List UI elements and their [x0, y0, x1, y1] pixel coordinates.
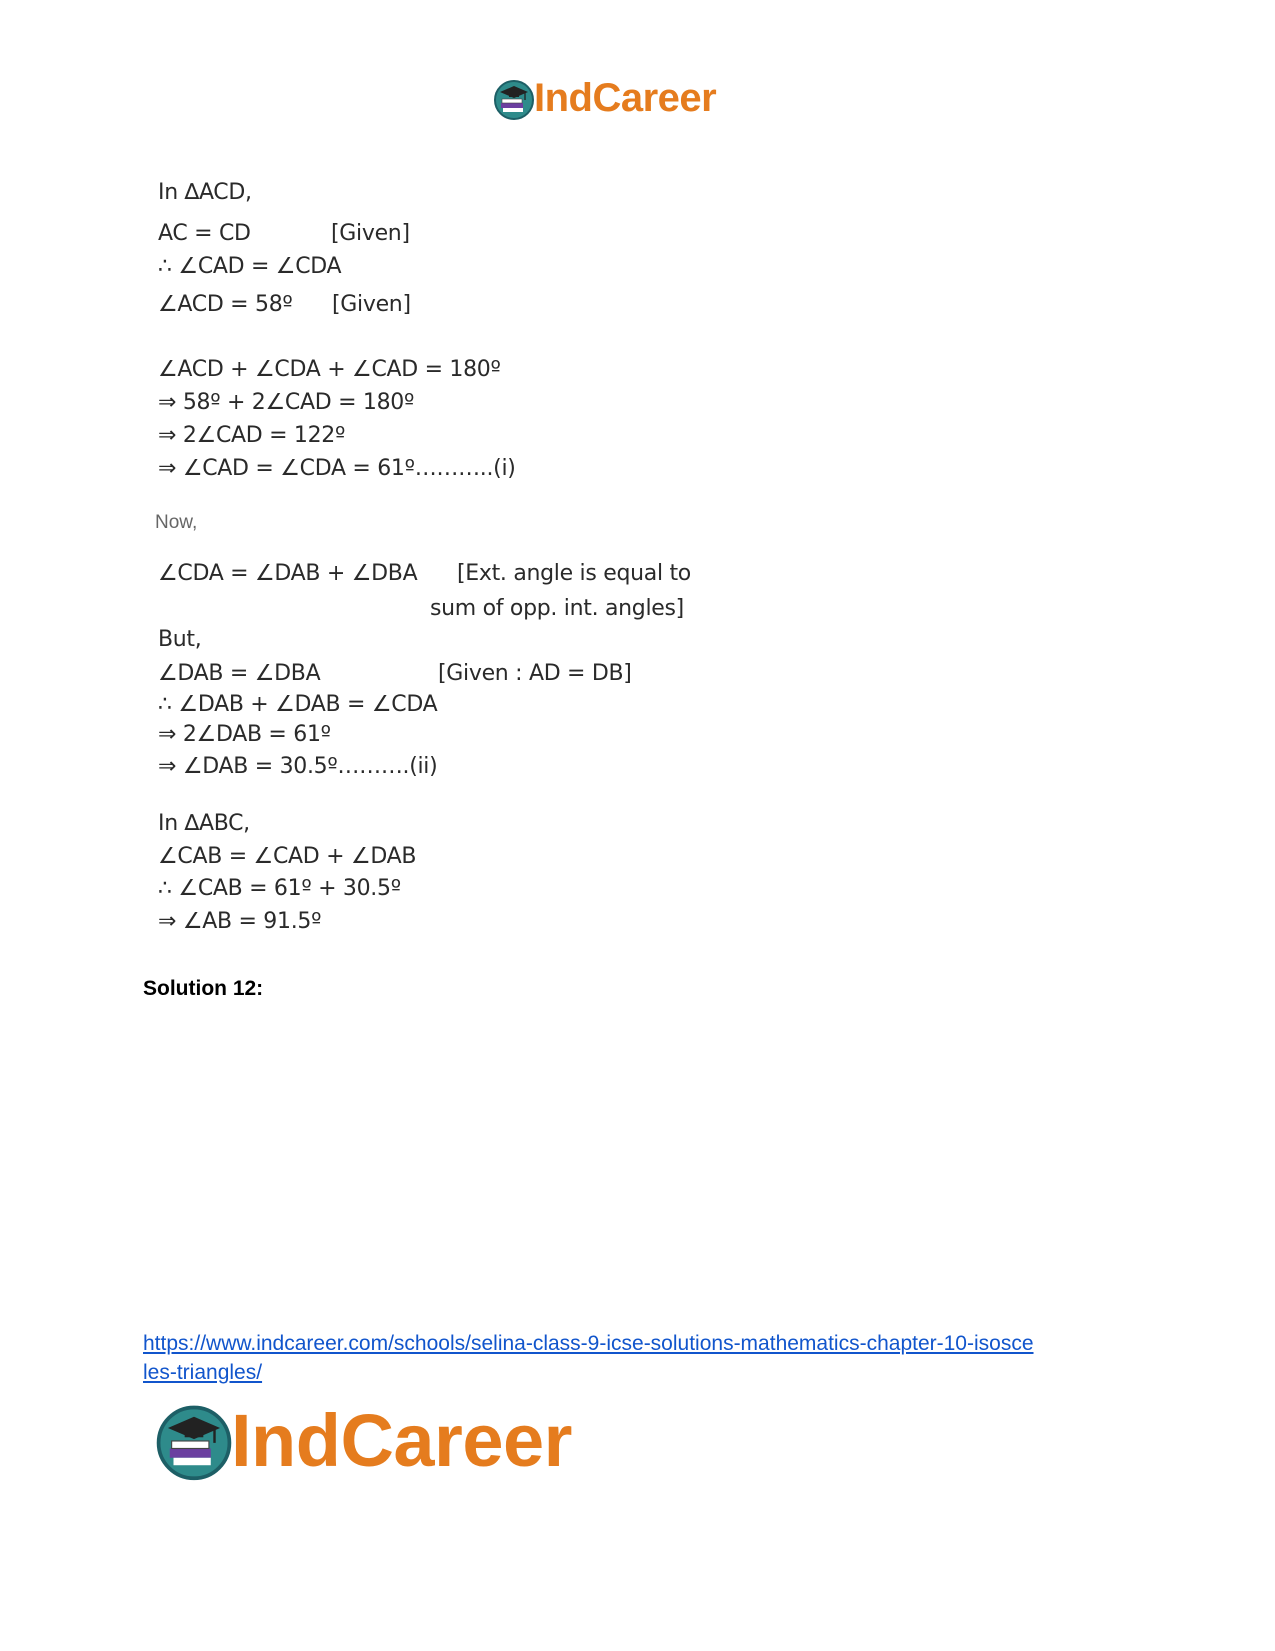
- footer-logo-text: IndCareer: [231, 1399, 572, 1482]
- line-step-2: ⇒ 2∠CAD = 122º: [158, 423, 346, 448]
- line-result-i: ⇒ ∠CAD = ∠CDA = 61º………..(i): [158, 456, 516, 481]
- line-in-triangle-abc: In ∆ABC,: [158, 811, 250, 836]
- line-given-2: [Given]: [332, 292, 411, 317]
- line-angle-sum: ∠ACD + ∠CDA + ∠CAD = 180º: [158, 357, 501, 382]
- source-link-line-1[interactable]: https://www.indcareer.com/schools/selina-class-9-icse-solutions-mathematics-chapter-10-isosce: [143, 1332, 1034, 1355]
- source-link[interactable]: [143, 1329, 1034, 1387]
- line-therefore-dab: ∴ ∠DAB + ∠DAB = ∠CDA: [158, 692, 438, 717]
- graduation-cap-books-globe-icon: [153, 1400, 235, 1482]
- line-exterior-angle: ∠CDA = ∠DAB + ∠DBA: [158, 561, 418, 586]
- line-ext-angle-note-2: sum of opp. int. angles]: [430, 596, 684, 621]
- header-logo: [492, 76, 716, 121]
- line-dab-eq-dba: ∠DAB = ∠DBA: [158, 661, 321, 686]
- line-ext-angle-note: [Ext. angle is equal to: [457, 561, 691, 586]
- footer-logo: [153, 1398, 572, 1483]
- line-final-result: ⇒ ∠AB = 91.5º: [158, 909, 322, 934]
- line-in-triangle-acd: In ∆ACD,: [158, 180, 252, 205]
- line-acd-58: ∠ACD = 58º: [158, 292, 293, 317]
- line-now: Now,: [155, 512, 198, 533]
- line-result-ii: ⇒ ∠DAB = 30.5º……….(ii): [158, 754, 438, 779]
- line-cab-sum: ∠CAB = ∠CAD + ∠DAB: [158, 844, 417, 869]
- line-given-ad-db: [Given : AD = DB]: [438, 661, 632, 686]
- line-step-3: ⇒ 2∠DAB = 61º: [158, 722, 331, 747]
- line-therefore-cab: ∴ ∠CAB = 61º + 30.5º: [158, 876, 401, 901]
- solution-heading: Solution 12:: [143, 977, 264, 1000]
- line-but: But,: [158, 627, 202, 652]
- line-ac-eq-cd: AC = CD: [158, 221, 251, 246]
- line-therefore-cad-cda: ∴ ∠CAD = ∠CDA: [158, 254, 342, 279]
- line-step-1: ⇒ 58º + 2∠CAD = 180º: [158, 390, 415, 415]
- graduation-cap-books-globe-icon: [492, 77, 536, 121]
- source-link-line-2[interactable]: les-triangles/: [143, 1361, 263, 1384]
- line-given-1: [Given]: [331, 221, 410, 246]
- header-logo-text: IndCareer: [534, 76, 717, 120]
